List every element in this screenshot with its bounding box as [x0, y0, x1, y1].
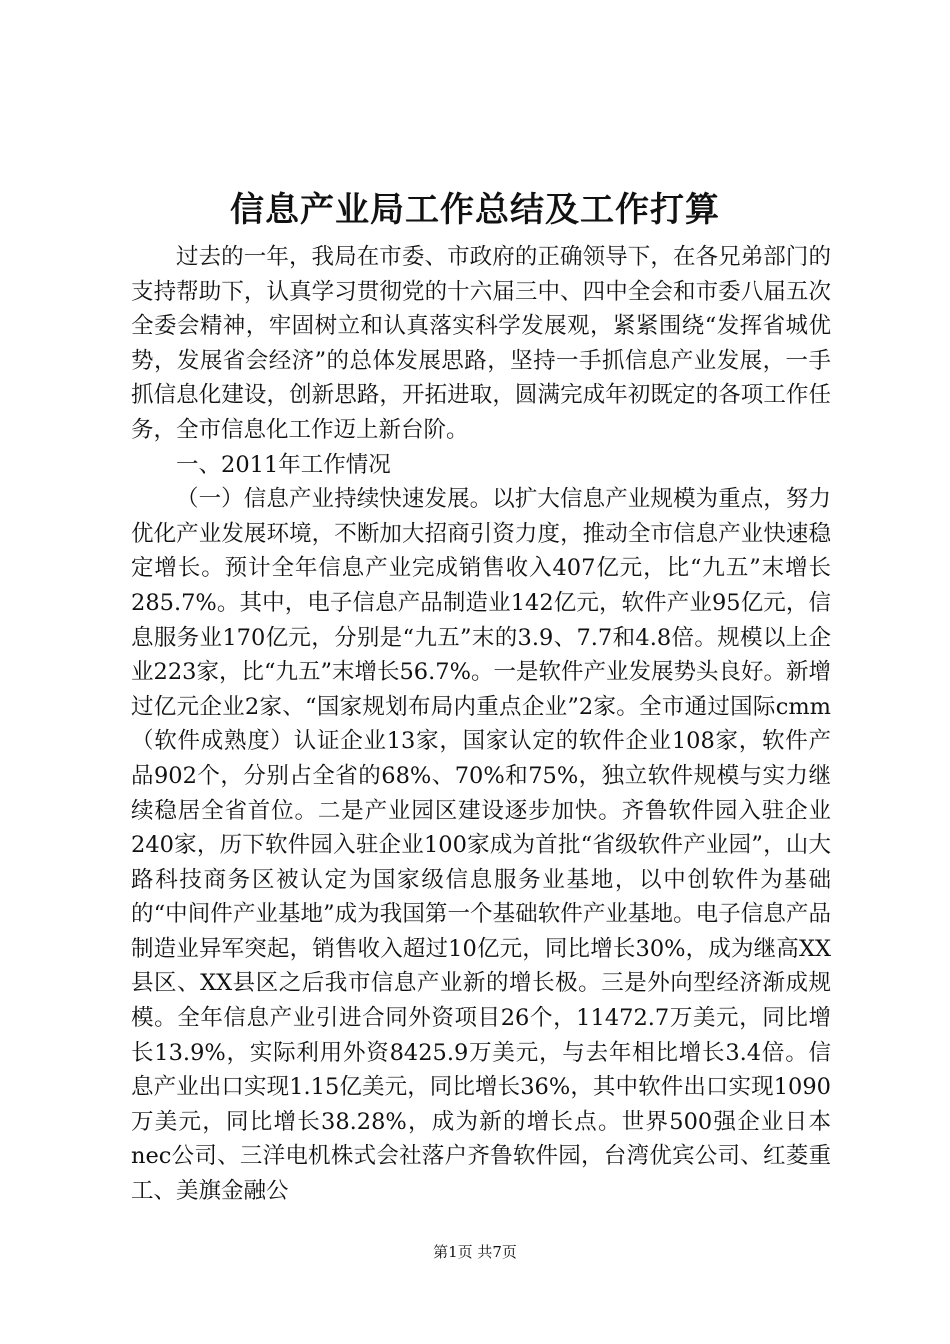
section-heading: 一、2011年工作情况: [176, 451, 391, 478]
paragraph-industry: （一）信息产业持续快速发展。以扩大信息产业规模为重点，努力优化产业发展环境，不断加大招商引资力度，推动全市信息产业快速稳定增长。预计全年信息产业完成销售收入407亿元，比“九五”末增长285.7%。其中，电子信息产品制造业142亿元，软件产业95亿元，信息服务业170亿元，分别是“九五”末的3.9、7.7和4.8倍。规模以上企业223家，比“九五”末增长56.7%。一是软件产业发展势头良好。新增过亿元企业2家、“国家规划布局内重点企业”2家。全市通过国际cmm（软件成熟度）认证企业13家，国家认定的软件企业108家，软件产品902个，分别占全省的68%、70%和75%，独立软件规模与实力继续稳居全省首位。二是产业园区建设逐步加快。齐鲁软件园入驻企业240家，历下软件园入驻企业100家成为首批“省级软件产业园”，山大路科技商务区被认定为国家级信息服务业基地，以中创软件为基础的“中间件产业基地”成为我国第一个基础软件产业基地。电子信息产品制造业异军突起，销售收入超过10亿元，同比增长30%，成为继高XX县区、XX县区之后我市信息产业新的增长极。三是外向型经济渐成规模。全年信息产业引进合同外资项目26个，11472.7万美元，同比增长13.9%，实际利用外资8425.9万美元，与去年相比增长3.4倍。信息产业出口实现1.15亿美元，同比增长36%，其中软件出口实现1090万美元，同比增长38.28%，成为新的增长点。世界500强企业日本nec公司、三洋电机株式会社落户齐鲁软件园，台湾优宾公司、红菱重工、美旗金融公: [131, 486, 831, 1205]
paragraph-intro: 过去的一年，我局在市委、市政府的正确领导下，在各兄弟部门的支持帮助下，认真学习贯彻党的十六届三中、四中全会和市委八届五次全委会精神，牢固树立和认真落实科学发展观，紧紧围绕“发挥省城优势，发展省会经济”的总体发展思路，坚持一手抓信息产业发展，一手抓信息化建设，创新思路，开拓进取，圆满完成年初既定的各项工作任务，全市信息化工作迈上新台阶。: [131, 244, 831, 443]
document-body: [131, 240, 831, 1209]
page-footer: 第1页 共7页: [433, 1243, 517, 1261]
document-title: 信息产业局工作总结及工作打算: [230, 190, 720, 230]
